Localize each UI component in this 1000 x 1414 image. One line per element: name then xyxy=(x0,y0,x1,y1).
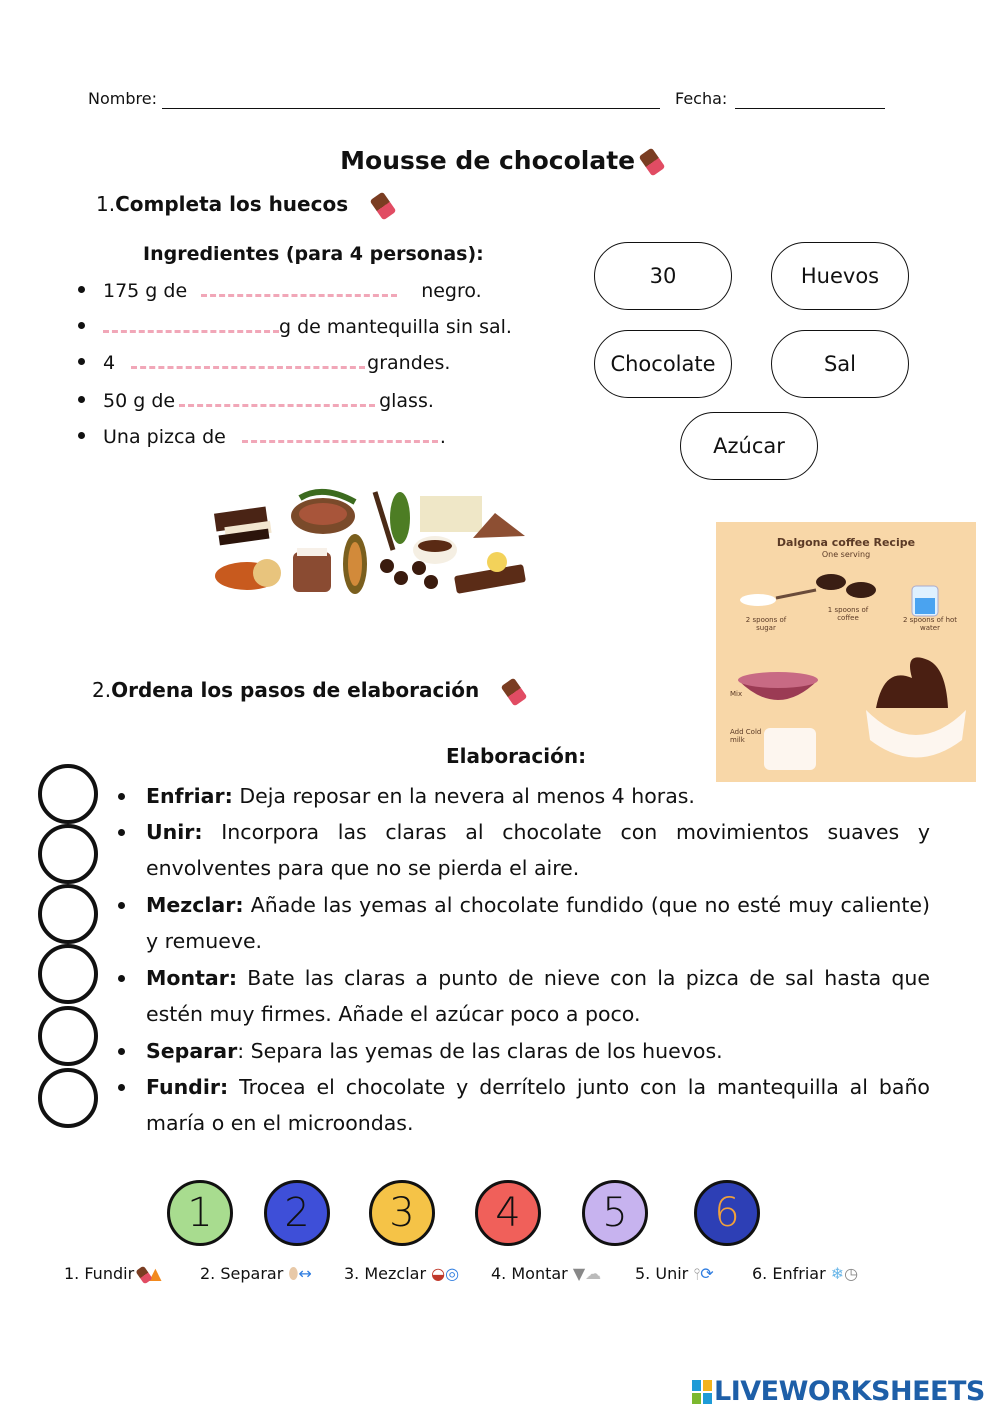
snowflake-icon: ❄ xyxy=(830,1264,845,1283)
word-huevos[interactable]: Huevos xyxy=(771,242,909,310)
spoon-icon: ⫯ xyxy=(693,1264,701,1283)
number-circle-4: 4 xyxy=(475,1180,541,1246)
swirl-icon: ◎ xyxy=(445,1264,460,1283)
number-circle-1: 1 xyxy=(167,1180,233,1246)
legend-item: 2. Separar ⬮↔ xyxy=(200,1264,312,1283)
word-chocolate[interactable]: Chocolate xyxy=(594,330,732,398)
name-field[interactable] xyxy=(162,108,660,109)
order-circle[interactable] xyxy=(38,1006,98,1066)
milk-caption: Add Cold milk xyxy=(730,728,762,744)
order-circle[interactable] xyxy=(38,764,98,824)
blank-field[interactable] xyxy=(201,294,397,297)
ingredient-item: 175 g de negro. xyxy=(78,280,482,302)
step-item: Mezclar: Añade las yemas al chocolate fundido (que no esté muy caliente) y remueve. xyxy=(118,887,930,959)
step-item: Separar: Separa las yemas de las claras de los huevos. xyxy=(118,1033,930,1069)
tornado-icon: ▼ xyxy=(572,1264,586,1283)
water-caption: 2 spoons of hot water xyxy=(902,616,958,632)
ingredient-item: g de mantequilla sin sal. xyxy=(78,316,512,338)
order-circle[interactable] xyxy=(38,884,98,944)
order-circle[interactable] xyxy=(38,824,98,884)
chocolate-bar-icon xyxy=(501,677,528,706)
egg-icon: ⬮ xyxy=(288,1264,299,1283)
repeat-icon: ⟳ xyxy=(700,1264,714,1283)
elaboracion-title: Elaboración: xyxy=(446,744,587,768)
step-item: Montar: Bate las claras a punto de nieve con la pizca de sal hasta que estén muy firmes. Añade el azúcar poco a poco. xyxy=(118,960,930,1032)
word-azucar[interactable]: Azúcar xyxy=(680,412,818,480)
section-2-heading: 2.Ordena los pasos de elaboración xyxy=(92,678,522,704)
dalgona-illustration xyxy=(716,560,976,782)
cocoa-ingredients-illustration xyxy=(205,488,550,603)
sugar-caption: 2 spoons of sugar xyxy=(745,616,787,632)
blank-field[interactable] xyxy=(242,440,438,443)
coffee-caption: 1 spoons of coffee xyxy=(827,606,869,622)
step-item: Unir: Incorpora las claras al chocolate con movimientos suaves y envolventes para que no se pierda el aire. xyxy=(118,814,930,886)
ingredients-title: Ingredientes (para 4 personas): xyxy=(143,243,484,265)
date-field[interactable] xyxy=(735,108,885,109)
order-circle[interactable] xyxy=(38,1068,98,1128)
recipe-card-subtitle: One serving xyxy=(821,550,871,559)
chocolate-bar-icon xyxy=(638,148,665,177)
fire-icon: ▲ xyxy=(149,1264,162,1283)
word-sal[interactable]: Sal xyxy=(771,330,909,398)
cloud-icon: ☁ xyxy=(585,1264,602,1283)
legend-item: 3. Mezclar ◒◎ xyxy=(344,1264,460,1283)
arrows-icon: ↔ xyxy=(298,1264,312,1283)
legend-item: 6. Enfriar ❄◷ xyxy=(752,1264,859,1283)
number-circle-2: 2 xyxy=(264,1180,330,1246)
dalgona-recipe-card xyxy=(716,522,976,782)
page-title: Mousse de chocolate xyxy=(0,146,1000,175)
name-label: Nombre: xyxy=(88,89,157,108)
blank-field[interactable] xyxy=(131,366,365,369)
liveworksheets-logo: LIVEWORKSHEETS xyxy=(692,1376,985,1407)
legend-item: 4. Montar ▼☁ xyxy=(491,1264,602,1283)
legend-item: 1. Fundir ▲ xyxy=(64,1264,162,1283)
section-1-heading: 1.Completa los huecos xyxy=(96,192,391,218)
date-label: Fecha: xyxy=(675,89,728,108)
blank-field[interactable] xyxy=(103,330,279,333)
step-item: Fundir: Trocea el chocolate y derrítelo junto con la mantequilla al baño maría o en el microondas. xyxy=(118,1069,930,1141)
number-circle-5: 5 xyxy=(582,1180,648,1246)
legend-item: 5. Unir ⫯⟳ xyxy=(635,1264,714,1283)
ingredient-item: 4 grandes. xyxy=(78,352,450,374)
order-circle[interactable] xyxy=(38,944,98,1004)
number-circle-6: 6 xyxy=(694,1180,760,1246)
chocolate-bar-icon xyxy=(370,191,397,220)
liveworksheets-icon xyxy=(692,1380,712,1404)
word-30[interactable]: 30 xyxy=(594,242,732,310)
ingredient-item: 50 g de glass. xyxy=(78,390,434,412)
clock-icon: ◷ xyxy=(844,1264,859,1283)
mix-caption: Mix xyxy=(730,690,743,698)
blank-field[interactable] xyxy=(179,404,375,407)
number-circle-3: 3 xyxy=(369,1180,435,1246)
ingredient-item: Una pizca de . xyxy=(78,426,446,448)
step-item: Enfriar: Deja reposar en la nevera al menos 4 horas. xyxy=(118,778,930,814)
recipe-card-title: Dalgona coffee Recipe xyxy=(776,536,916,549)
bowl-icon: ◒ xyxy=(431,1264,446,1283)
